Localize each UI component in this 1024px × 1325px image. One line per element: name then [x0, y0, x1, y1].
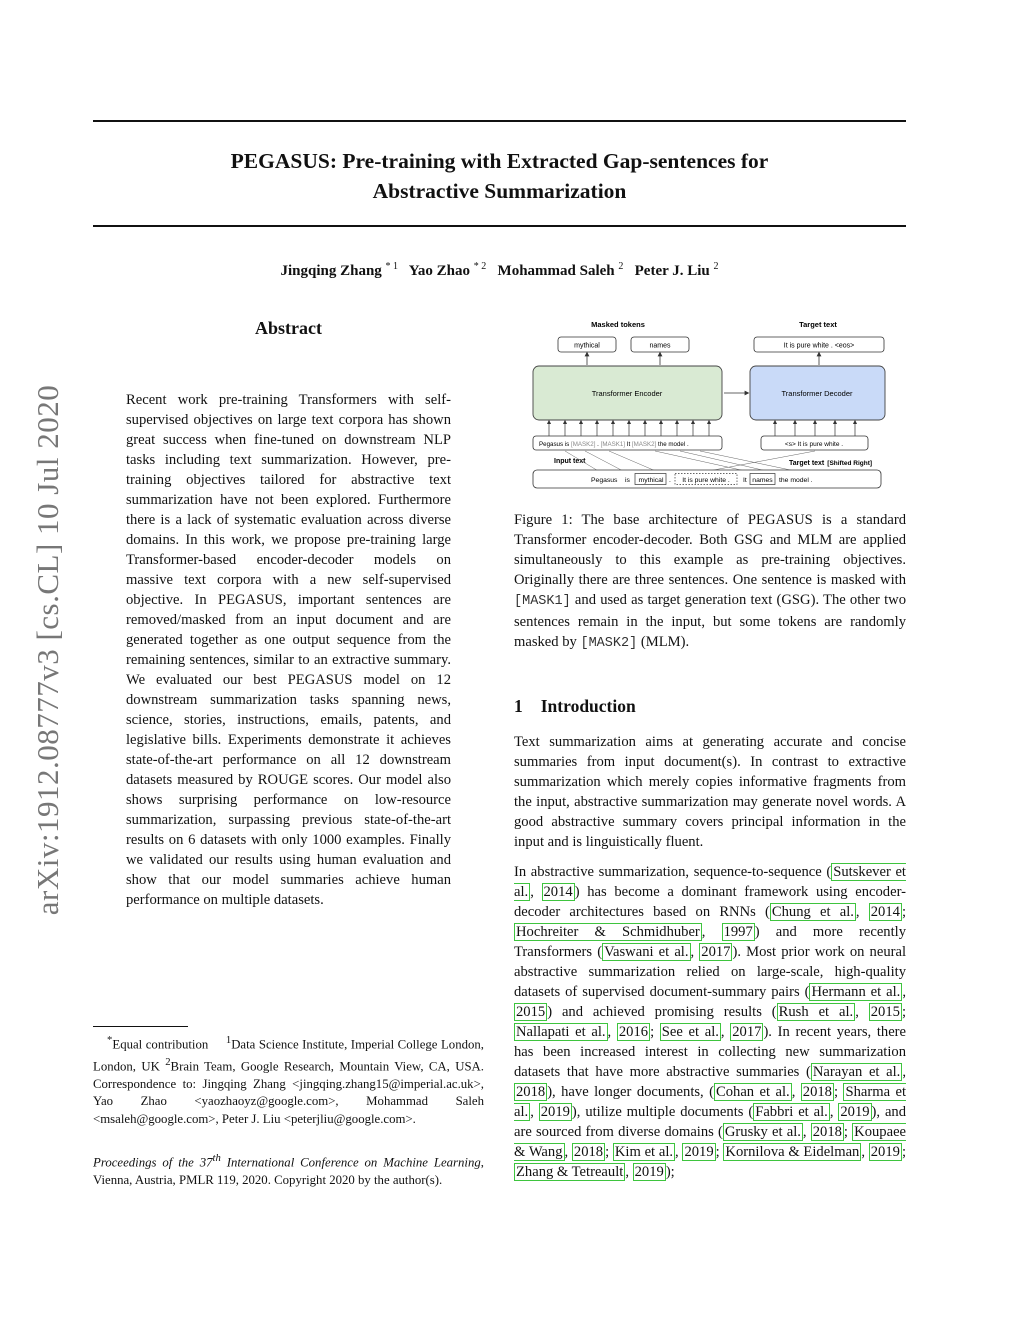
section-title: Introduction — [540, 696, 636, 716]
citation-link[interactable]: Zhang & Tetreault — [516, 1164, 624, 1180]
input-text-label: Input text — [554, 458, 586, 465]
abstract-heading: Abstract — [255, 318, 322, 338]
citation-link[interactable]: Narayan et al. — [812, 1064, 901, 1080]
paper-title — [93, 146, 906, 206]
intro-paragraph-2: In abstractive summarization, sequence-to-sequence ( Sutskever et al. , 2014 ) has become a dominant framework using encoder-decoder architectures based on RNNs ( Chung et al. , 2014 ; Hochreiter & Schmidhuber , 1997 ) and more recently Transformers ( Vaswani et al. , 2017 ). Most prior work on neural abstractive summarization relied on large-scale, high-quality datasets of supervised document-summary pairs ( Hermann et al. , 2015 ) and achieved promising results ( Rush et al. , 2015 ; Nallapati et al. , 2016 ; See et al. , 2017 ). In recent years, there has been increased interest in collecting new summarization datasets that have more abstractive summaries ( Narayan et al. , 2018 ), have longer documents, ( Cohan et al. , 2018 ; Sharma et al. , 2019 ), utilize multiple documents ( Fabbri et al. , 2019 ), and are sourced from diverse domains ( Grusky et al. , 2018 ; Koupaee & Wang , 2018 ; Kim et al. , 2019 ; Kornilova & Eidelman , 2019 ; Zhang & Tetreault , 2019 ); — [514, 864, 907, 1180]
author-list — [93, 261, 906, 280]
citation-link[interactable]: 2019 — [840, 1104, 870, 1120]
source-word: names — [752, 477, 773, 484]
source-word: It — [743, 477, 747, 484]
figure-1-diagram — [525, 312, 895, 500]
source-word: Pegasus — [591, 477, 618, 484]
source-sentence: It is pure white . — [682, 477, 730, 484]
citation-link[interactable]: 2014 — [870, 904, 900, 920]
author-affiliation: * 2 — [473, 261, 487, 272]
decoder-input-text: <s> It is pure white . — [784, 441, 844, 448]
author-affiliation: 2 — [618, 261, 624, 272]
decoder-label: Transformer Decoder — [781, 389, 853, 398]
arxiv-stamp: arXiv:1912.08777v3 [cs.CL] 10 Jul 2020 — [30, 384, 65, 916]
citation-link[interactable]: 2014 — [543, 884, 573, 900]
intro-paragraph-1: Text summarization aims at generating accurate and concise summaries from input document(s). In contrast to extractive summarization which merely copies informative fragments from the input, abstractive summarization may generate novel words. A good abstractive summary covers principal information in the input and is linguistically fluent. — [514, 734, 906, 850]
footnote — [93, 1032, 484, 1128]
top-rule — [93, 120, 906, 122]
author-affiliation: * 1 — [385, 261, 399, 272]
citation-link[interactable]: 2017 — [732, 1024, 762, 1040]
title-line-1: PEGASUS: Pre-training with Extracted Gap-sentences for — [230, 149, 769, 173]
citation-link[interactable]: 2017 — [701, 944, 731, 960]
citation-link[interactable]: 1997 — [723, 924, 753, 940]
footnote-rule — [93, 1026, 188, 1027]
section-heading-introduction — [514, 696, 636, 717]
citation-link[interactable]: Chung et al. — [771, 904, 854, 920]
abstract-text: Recent work pre-training Transformers with self-supervised objectives on large text corpora has shown great success when fine-tuned on downstream NLP tasks including text summarization. However, pre-training objectives tailored for abstractive text summarization have not been explored. Furthermore there is a lack of systematic evaluation across diverse domains. In this work, we propose pre-training large Transformer-based encoder-decoder models on massive text corpora with a new self-supervised objective. In PEGASUS, important sentences are removed/masked from an input document and are generated together as one output sequence from the remaining sentences, similar to an extractive summary. We evaluated our best PEGASUS model on 12 downstream summarization tasks spanning news, science, stories, instructions, emails, patents, and legislative bills. Experiments demonstrate it achieves state-of-the-art performance on all 12 downstream datasets measured by ROUGE scores. Our model also shows surprising performance on low-resource summarization, surpassing previous state-of-the-art results on 6 datasets with only 1000 examples. Finally we validated our results using human evaluation and show that our model summaries achieve human performance on multiple datasets. — [126, 392, 451, 908]
proceedings-text: , Vienna, Austria, PMLR 119, 2020. Copyright 2020 by the author(s). — [93, 1155, 484, 1187]
source-word: . — [669, 477, 671, 484]
footnote-text: Brain Team, Google Research, Mountain View, CA, USA. Correspondence to: Jingqing Zhang <jingqing.zhang15@imperial.ac.uk>, Yao Zhao <yaozhaoyz@google.com>, Mohammad Saleh <msaleh@google.com>, Peter J. Liu <peterjliu@google.com>. — [93, 1059, 484, 1126]
decoder-input-arrows — [775, 422, 855, 436]
source-word: mythical — [638, 477, 664, 484]
mask1-token: [MASK1] — [514, 594, 571, 609]
citation-link[interactable]: 2016 — [618, 1024, 649, 1040]
citation-link[interactable]: Kim et al. — [614, 1144, 674, 1160]
title-bottom-rule — [93, 225, 906, 227]
target-output-text: It is pure white . <eos> — [783, 342, 855, 350]
citation-link[interactable]: Hermann et al. — [811, 984, 901, 1000]
citation-link[interactable]: 2015 — [870, 1004, 900, 1020]
citation-link[interactable]: Sharma et al. — [514, 1084, 907, 1120]
author-name: Yao Zhao — [408, 263, 471, 279]
footnote-text: Data Science Institute, Imperial College London, London, UK — [93, 1037, 484, 1074]
target-text-label: Target text — [799, 320, 837, 329]
section-number: 1 — [514, 696, 523, 716]
target-shifted-label: Target text [Shifted Right] — [789, 460, 873, 467]
footnote-mark: 1 — [225, 1035, 232, 1046]
masked-tokens-label: Masked tokens — [591, 320, 645, 329]
citation-link[interactable]: 2018 — [812, 1124, 842, 1140]
mask2-token: [MASK2] — [580, 636, 638, 651]
proceedings-italic: International Conference on Machine Learning — [220, 1155, 481, 1170]
author-name: Mohammad Saleh — [497, 263, 615, 279]
citation-link[interactable]: Koupaee & Wang — [514, 1124, 907, 1160]
citation-link[interactable]: 2019 — [870, 1144, 900, 1160]
proceedings-italic: Proceedings of the 37 — [93, 1155, 213, 1170]
author-name: Peter J. Liu — [634, 263, 710, 279]
citation-link[interactable]: 2018 — [573, 1144, 604, 1160]
author-name: Jingqing Zhang — [280, 263, 382, 279]
citation-link[interactable]: 2019 — [684, 1144, 714, 1160]
citation-link[interactable]: Grusky et al. — [724, 1124, 801, 1140]
citation-link[interactable]: 2015 — [516, 1004, 546, 1020]
figure-1-caption: Figure 1: The base architecture of PEGASUS is a standard Transformer encoder-decoder. Both GSG and MLM are applied simultaneously to this example as pre-training objectives. Originally there are three sentences. One sentence is masked with [MASK1] and used as target generation text (GSG). The other two sentences remain in the input, but some tokens are randomly masked by [MASK2] (MLM). — [514, 512, 906, 651]
proceedings-sup: th — [212, 1153, 221, 1164]
encoder-input-arrows — [549, 422, 709, 436]
proceedings-note — [93, 1150, 484, 1189]
masked-token: names — [649, 342, 671, 350]
source-word: is — [625, 477, 630, 484]
citation-link[interactable]: 2019 — [634, 1164, 664, 1180]
citation-link[interactable]: 2018 — [516, 1084, 546, 1100]
source-to-input-lines — [565, 451, 815, 472]
citation-link[interactable]: Kornilova & Eidelman — [725, 1144, 860, 1160]
encoder-input-text: Pegasus is [MASK2] . [MASK1] It [MASK2] the model . — [539, 441, 689, 448]
citation-link[interactable]: See et al. — [661, 1024, 719, 1040]
citation-link[interactable]: 2018 — [802, 1084, 832, 1100]
footnote-mark: 2 — [165, 1056, 171, 1068]
citation-link[interactable]: Vaswani et al. — [604, 944, 689, 960]
citation-link[interactable]: Fabbri et al. — [755, 1104, 828, 1120]
citation-link[interactable]: Hochreiter & Schmidhuber — [516, 924, 700, 940]
masked-token: mythical — [574, 342, 600, 350]
title-line-2: Abstractive Summarization — [372, 179, 627, 203]
source-word: the model . — [779, 477, 813, 484]
citation-link[interactable]: Nallapati et al. — [516, 1024, 606, 1040]
citation-link[interactable]: Rush et al. — [778, 1004, 854, 1020]
citation-link[interactable]: Cohan et al. — [716, 1084, 790, 1100]
author-affiliation: 2 — [713, 261, 719, 272]
footnote-mark: * — [107, 1035, 113, 1046]
footnote-text: Equal contribution — [112, 1037, 209, 1052]
citation-link[interactable]: Sutskever et al. — [514, 864, 906, 900]
encoder-label: Transformer Encoder — [591, 389, 663, 398]
citation-link[interactable]: 2019 — [540, 1104, 570, 1120]
